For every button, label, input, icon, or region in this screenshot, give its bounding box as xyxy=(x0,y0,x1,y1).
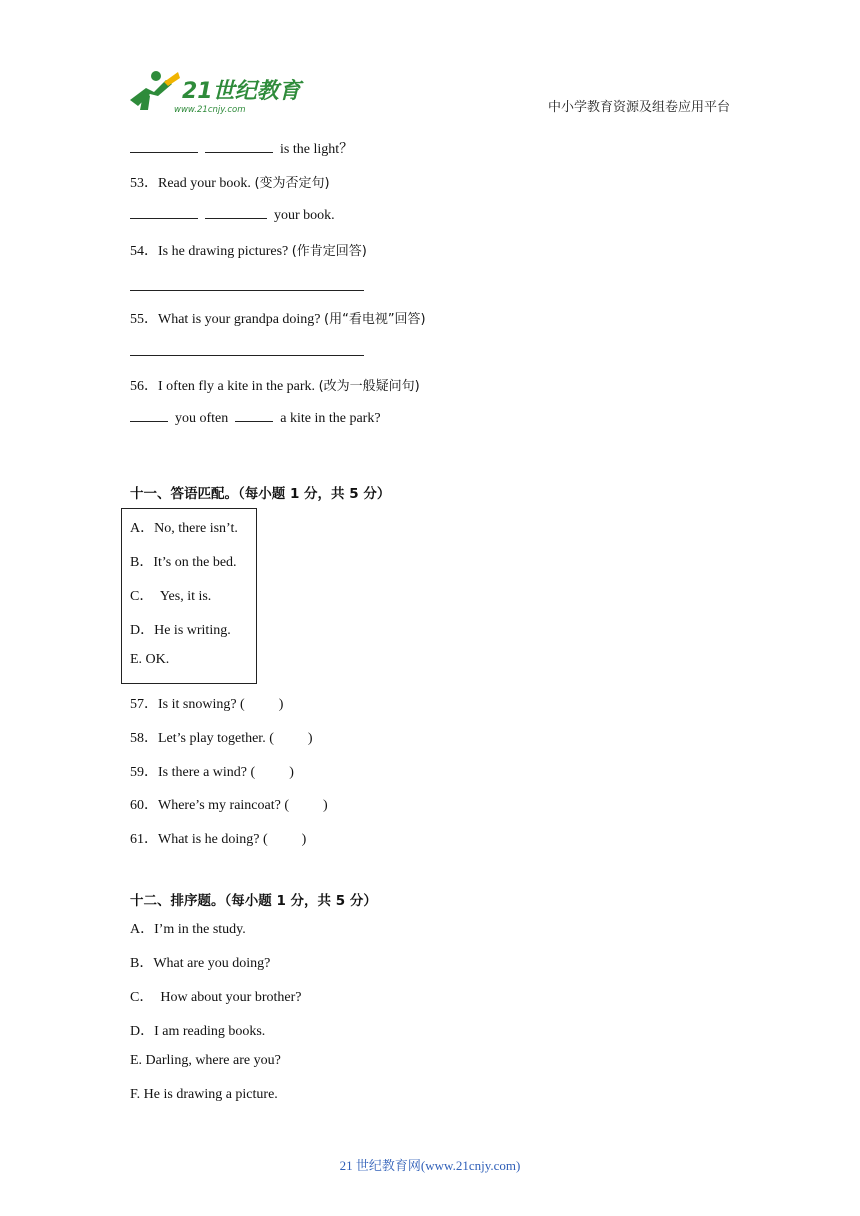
question-number: 55． xyxy=(130,312,158,327)
question-56 xyxy=(130,375,420,395)
q52-tail-text: is the light？ xyxy=(280,142,354,157)
option-b: B．It’s on the bed. xyxy=(130,555,237,570)
question-number: 54． xyxy=(130,244,158,259)
question-text: Read your book. xyxy=(158,176,251,191)
question-number: 56． xyxy=(130,379,158,394)
question-text: Is there a wind? ( xyxy=(158,765,256,780)
question-number: 59． xyxy=(130,765,158,780)
logo-url: www.21cnjy.com xyxy=(174,105,246,115)
question-text: Is he drawing pictures? xyxy=(158,244,289,259)
question-55 xyxy=(130,308,426,328)
sort-item-a: A．I’m in the study. xyxy=(130,922,246,937)
sort-item-e: E. Darling, where are you? xyxy=(130,1053,281,1068)
question-number: 57． xyxy=(130,697,158,712)
question-hint: (作肯定回答) xyxy=(291,244,367,259)
q56-answer-line xyxy=(130,409,381,427)
close-paren: ) xyxy=(301,832,307,847)
answer-blank[interactable] xyxy=(130,409,168,422)
footer-link[interactable]: 21 世纪教育网(www.21cnjy.com) xyxy=(339,1158,521,1173)
question-text: Let’s play together. ( xyxy=(158,731,274,746)
question-number: 53． xyxy=(130,176,158,191)
platform-label: 中小学教育资源及组卷应用平台 xyxy=(548,100,731,115)
question-number: 58． xyxy=(130,731,158,746)
q54-answer-line xyxy=(130,278,364,296)
answer-blank[interactable] xyxy=(205,206,267,219)
sort-item-c: C． How about your brother? xyxy=(130,990,302,1005)
sort-item-f: F. He is drawing a picture. xyxy=(130,1087,278,1102)
site-logo xyxy=(120,66,310,116)
option-c: C． Yes, it is. xyxy=(130,589,212,604)
answer-mid-text: you often xyxy=(175,411,229,426)
q52-answer-line xyxy=(130,138,353,158)
question-60 xyxy=(130,794,328,814)
logo-text: 21世纪教育 xyxy=(182,79,301,104)
section-12-title: 十二、排序题。（每小题 1 分，共 5 分） xyxy=(130,893,377,909)
answer-blank[interactable] xyxy=(130,343,364,356)
close-paren: ) xyxy=(289,765,294,780)
q55-answer-line xyxy=(130,343,364,361)
question-number: 60． xyxy=(130,798,158,813)
question-hint: (改为一般疑问句) xyxy=(318,379,420,394)
section-11-title: 十一、答语匹配。（每小题 1 分，共 5 分） xyxy=(130,486,391,502)
question-53 xyxy=(130,172,330,192)
question-57 xyxy=(130,693,283,713)
answer-tail-text: your book. xyxy=(274,208,335,223)
close-paren: ) xyxy=(323,798,328,813)
question-hint: (变为否定句) xyxy=(254,176,330,191)
answer-blank[interactable] xyxy=(205,140,273,153)
answer-blank[interactable] xyxy=(130,278,364,291)
question-hint: (用“看电视”回答) xyxy=(324,312,426,327)
question-text: Where’s my raincoat? ( xyxy=(158,798,289,813)
option-a: A．No, there isn’t. xyxy=(130,521,238,536)
option-e: E. OK. xyxy=(130,652,170,667)
answer-blank[interactable] xyxy=(130,206,198,219)
close-paren: ) xyxy=(307,731,313,746)
question-text: Is it snowing? ( xyxy=(158,697,245,712)
question-59 xyxy=(130,761,294,781)
option-d: D．He is writing. xyxy=(130,623,231,638)
q53-answer-line xyxy=(130,206,335,224)
question-58 xyxy=(130,727,313,747)
sort-item-b: B．What are you doing? xyxy=(130,956,271,971)
answer-blank[interactable] xyxy=(235,409,273,422)
question-61 xyxy=(130,828,306,848)
close-paren: ) xyxy=(278,697,284,712)
runner-icon xyxy=(130,71,180,110)
question-text: What is your grandpa doing? xyxy=(158,312,321,327)
question-54 xyxy=(130,240,367,260)
question-text: What is he doing? ( xyxy=(158,832,268,847)
sort-item-d: D．I am reading books. xyxy=(130,1024,266,1039)
question-number: 61． xyxy=(130,832,158,847)
answer-blank[interactable] xyxy=(130,140,198,153)
question-text: I often fly a kite in the park. xyxy=(158,379,316,394)
answer-tail-text: a kite in the park? xyxy=(280,411,381,426)
